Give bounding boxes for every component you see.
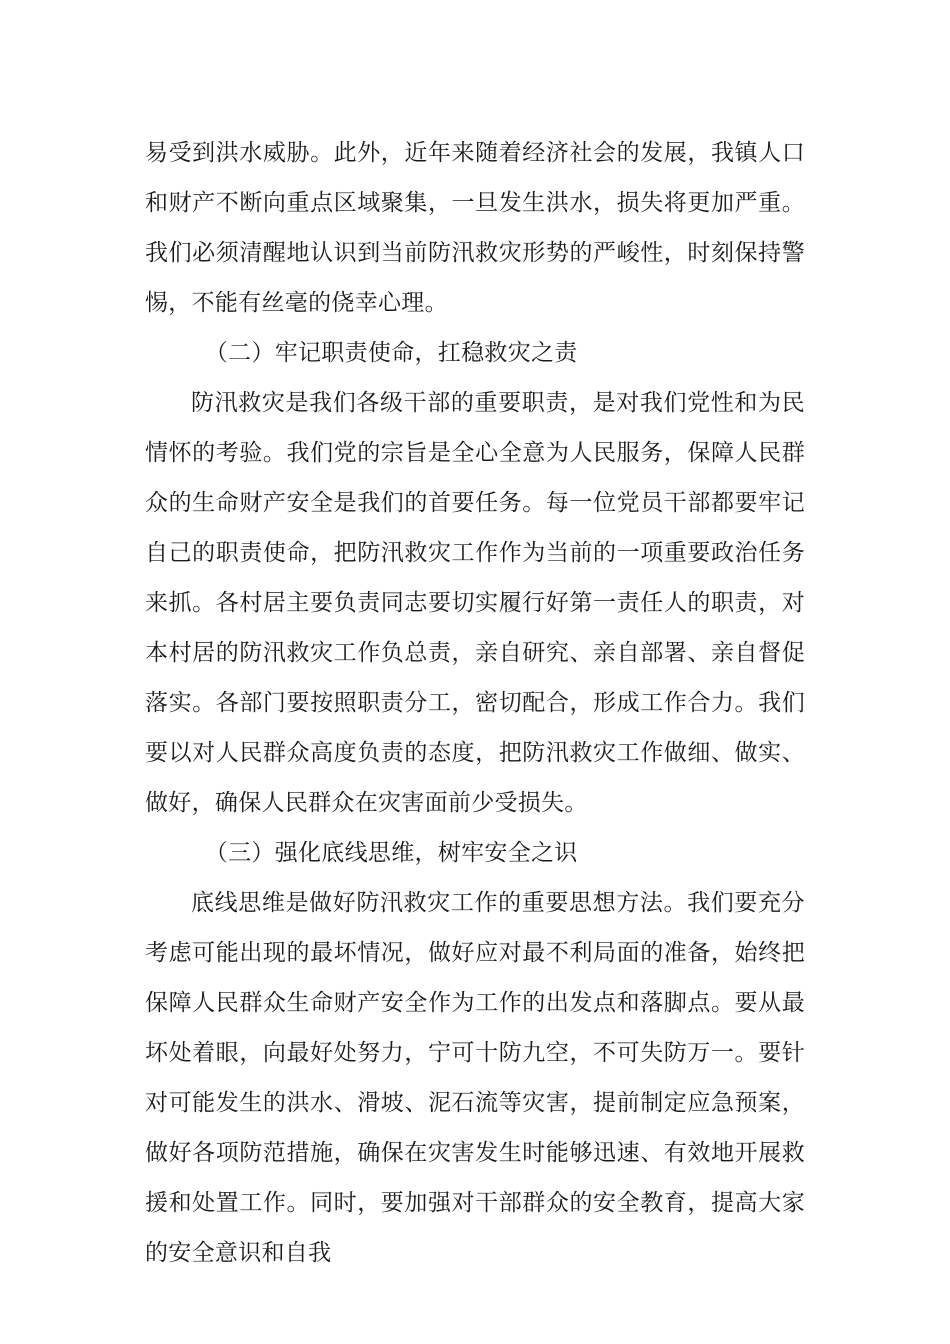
section-heading-3: （三）强化底线思维，树牢安全之识 — [204, 840, 578, 866]
paragraph-section-3: 底线思维是做好防汛救灾工作的重要思想方法。我们要充分考虑可能出现的最坏情况，做好应对最不利局面的准备，始终把保障人民群众生命财产安全作为工作的出发点和落脚点。要从最坏处着眼，向最好处努力，宁可十防九空，不可失防万一。要针对可能发生的洪水、滑坡、泥石流等灾害，提前制定应急预案，做好各项防范措施，确保在灾害发生时能够迅速、有效地开展救援和处置工作。同时，要加强对干部群众的安全教育，提高大家的安全意识和自我 — [145, 890, 805, 1266]
document-body — [145, 128, 805, 1278]
paragraph-continuation: 易受到洪水威胁。此外，近年来随着经济社会的发展，我镇人口和财产不断向重点区域聚集，一旦发生洪水，损失将更加严重。我们必须清醒地认识到当前防汛救灾形势的严峻性，时刻保持警惕，不能有丝毫的侥幸心理。 — [145, 140, 805, 316]
section-heading-2: （二）牢记职责使命，扛稳救灾之责 — [204, 340, 578, 366]
paragraph-section-2: 防汛救灾是我们各级干部的重要职责，是对我们党性和为民情怀的考验。我们党的宗旨是全心全意为人民服务，保障人民群众的生命财产安全是我们的首要任务。每一位党员干部都要牢记自己的职责使命，把防汛救灾工作作为当前的一项重要政治任务来抓。各村居主要负责同志要切实履行好第一责任人的职责，对本村居的防汛救灾工作负总责，亲自研究、亲自部署、亲自督促落实。各部门要按照职责分工，密切配合，形成工作合力。我们要以对人民群众高度负责的态度，把防汛救灾工作做细、做实、做好，确保人民群众在灾害面前少受损失。 — [145, 390, 805, 816]
